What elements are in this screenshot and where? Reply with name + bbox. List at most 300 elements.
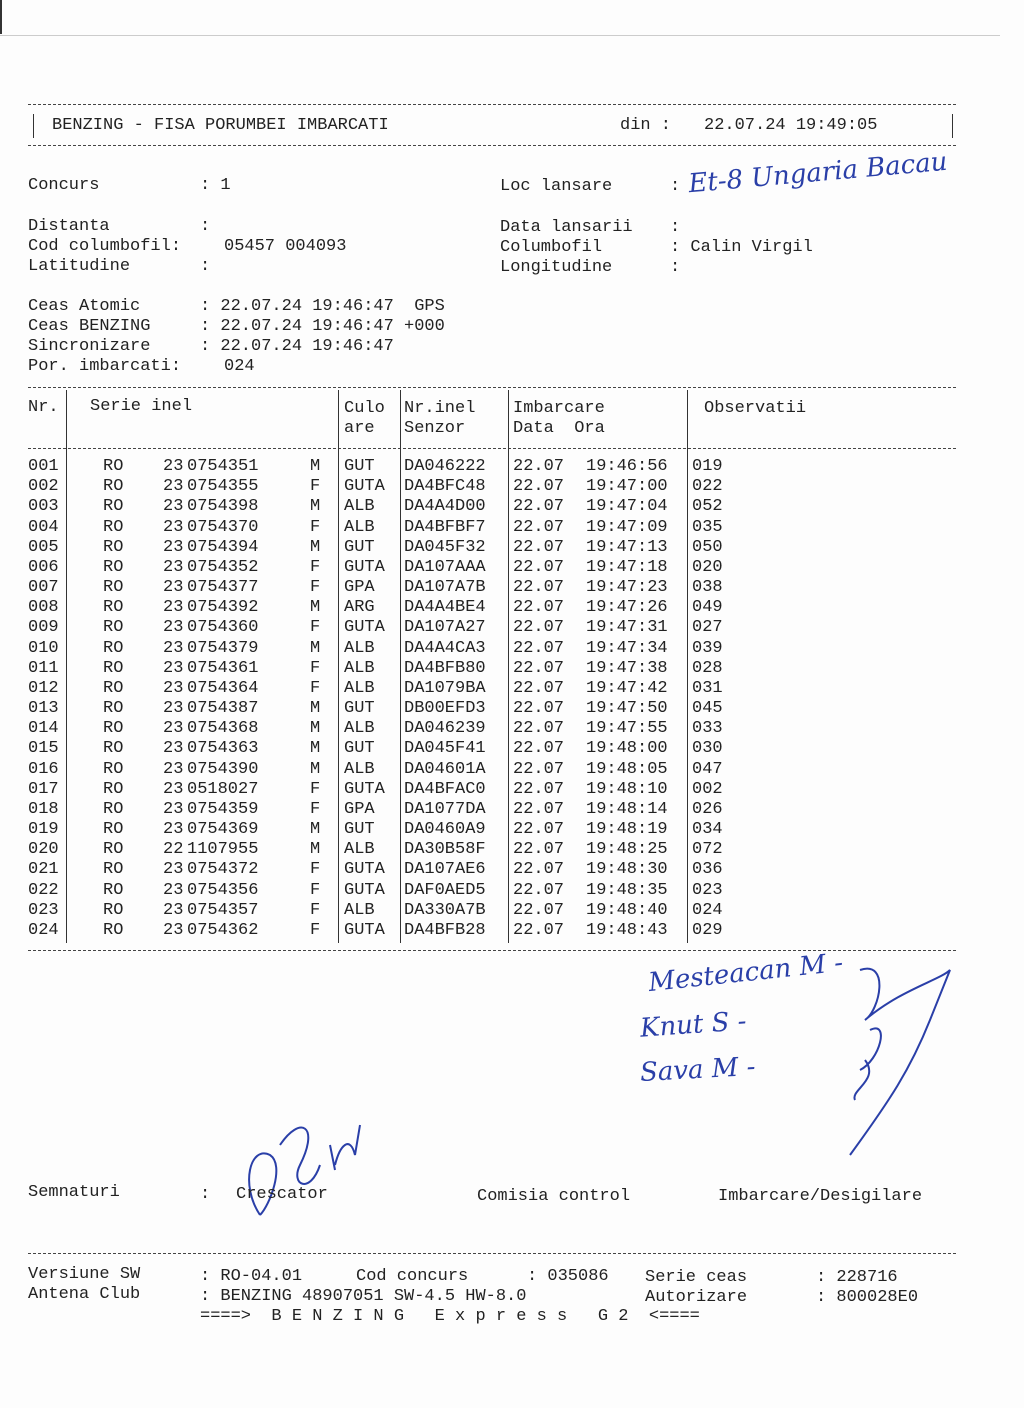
cell-time: 19:46:56 [586,457,668,476]
table-row [0,921,1000,941]
col-header-nr-inel: Nr.inel [404,399,476,418]
cell-sensor: DA107A27 [404,618,486,638]
cell-color: GUT [344,820,375,840]
cell-color: ALB [344,497,375,517]
din-value: 22.07.24 19:49:05 [704,116,878,135]
cell-sensor: DA046222 [404,457,486,476]
cell-country: RO [103,497,124,517]
cell-sex: M [310,457,321,476]
col-header-observatii: Observatii [704,399,807,418]
cell-color: GUTA [344,860,385,880]
cell-color: GUTA [344,779,385,799]
cell-sensor: DA046239 [404,719,486,739]
cell-date: 22.07 [513,477,565,497]
cell-color: ALB [344,638,375,658]
versiune-sw-label: Versiune SW [28,1265,141,1284]
cell-sex: M [310,497,321,517]
cell-sex: M [310,840,321,860]
cod-columbofil-value: 05457 004093 [224,237,347,256]
cell-date: 22.07 [513,537,565,557]
handwritten-note: Mesteacan M - [646,947,845,999]
cell-sensor: DA4BFC48 [404,477,486,497]
cell-nr: 019 [28,820,59,840]
cell-date: 22.07 [513,860,565,880]
columbofil-label: Columbofil [500,238,603,257]
col-header-culoare: Culo [344,399,385,418]
latitudine-value: : [200,257,211,276]
cell-ring: 1107955 [187,840,259,860]
cell-year: 23 [163,598,184,618]
cell-ring: 0754392 [187,598,259,618]
latitudine-label: Latitudine [28,257,131,276]
cell-year: 23 [163,457,184,476]
cell-sensor: DA107AE6 [404,860,486,880]
table-row [0,820,1000,840]
cell-time: 19:47:00 [586,477,668,497]
cell-nr: 022 [28,880,59,900]
table-header-rule [28,448,956,449]
serie-ceas-value: : 228716 [816,1268,898,1287]
cell-country: RO [103,920,124,940]
longitudine-value: : [670,258,681,277]
cell-country: RO [103,457,124,476]
col-header-senzor: Senzor [404,419,466,438]
crescator-signature [230,1105,370,1225]
cell-sex: M [310,820,321,840]
antena-club-value: : BENZING 48907051 SW-4.5 HW-8.0 [200,1287,527,1306]
cell-nr: 020 [28,840,59,860]
cell-obs: 030 [692,739,723,759]
cod-concurs-value: : 035086 [527,1267,609,1286]
cell-obs: 052 [692,497,723,517]
cell-country: RO [103,799,124,819]
table-row [0,719,1000,739]
cell-sex: F [310,799,321,819]
cell-ring: 0754359 [187,799,259,819]
cell-sex: M [310,719,321,739]
cell-country: RO [103,517,124,537]
cell-obs: 047 [692,759,723,779]
cell-country: RO [103,880,124,900]
cell-sex: F [310,578,321,598]
cell-country: RO [103,618,124,638]
cell-obs: 050 [692,537,723,557]
cell-country: RO [103,557,124,577]
handwritten-note: Sava M - [639,1051,757,1089]
loc-lansare-label: Loc lansare [500,177,613,196]
cell-ring: 0754377 [187,578,259,598]
cell-country: RO [103,739,124,759]
longitudine-label: Longitudine [500,258,613,277]
cell-time: 19:48:14 [586,799,668,819]
cell-year: 23 [163,678,184,698]
cell-ring: 0754369 [187,820,259,840]
distanta-label: Distanta [28,217,110,236]
cell-country: RO [103,638,124,658]
cell-year: 23 [163,739,184,759]
cell-ring: 0754362 [187,920,259,940]
table-row [0,739,1000,759]
cell-sex: F [310,880,321,900]
cell-date: 22.07 [513,638,565,658]
table-row [0,659,1000,679]
header-right-border [952,114,953,138]
cell-year: 23 [163,920,184,940]
table-row [0,598,1000,618]
cell-date: 22.07 [513,900,565,920]
cell-sensor: DA045F41 [404,739,486,759]
cell-obs: 036 [692,860,723,880]
cell-year: 23 [163,537,184,557]
cell-date: 22.07 [513,658,565,678]
cell-obs: 039 [692,638,723,658]
table-row [0,800,1000,820]
cell-country: RO [103,779,124,799]
cell-sensor: DA330A7B [404,900,486,920]
cell-date: 22.07 [513,618,565,638]
cell-sex: F [310,779,321,799]
cell-country: RO [103,678,124,698]
cell-ring: 0754368 [187,719,259,739]
cell-sensor: DA1077DA [404,799,486,819]
cell-date: 22.07 [513,799,565,819]
cell-sex: M [310,739,321,759]
cell-color: GPA [344,578,375,598]
cell-time: 19:47:13 [586,537,668,557]
cell-country: RO [103,598,124,618]
cell-year: 23 [163,497,184,517]
cell-sex: F [310,517,321,537]
table-row [0,457,1000,477]
cell-year: 23 [163,658,184,678]
cell-country: RO [103,578,124,598]
cell-date: 22.07 [513,920,565,940]
cell-obs: 045 [692,699,723,719]
handwritten-note: Knut S - [639,1006,748,1044]
cell-time: 19:48:43 [586,920,668,940]
cell-year: 22 [163,840,184,860]
cell-date: 22.07 [513,678,565,698]
cell-obs: 022 [692,477,723,497]
table-row [0,477,1000,497]
cell-time: 19:48:10 [586,779,668,799]
cell-date: 22.07 [513,759,565,779]
cell-color: GUTA [344,477,385,497]
scan-edge-line [0,35,1000,36]
cell-year: 23 [163,638,184,658]
table-row [0,860,1000,880]
table-row [0,639,1000,659]
cell-sensor: DA045F32 [404,537,486,557]
cell-date: 22.07 [513,840,565,860]
cell-country: RO [103,477,124,497]
table-row [0,618,1000,638]
cell-time: 19:48:30 [586,860,668,880]
cell-sex: F [310,557,321,577]
col-header-imbarcare: Imbarcare [513,399,605,418]
cell-nr: 015 [28,739,59,759]
cell-sex: M [310,699,321,719]
cell-time: 19:47:50 [586,699,668,719]
columbofil-value: : Calin Virgil [670,238,813,257]
cell-ring: 0754364 [187,678,259,698]
cell-color: GUTA [344,618,385,638]
cell-year: 23 [163,517,184,537]
cell-date: 22.07 [513,739,565,759]
header-left-border [33,114,34,138]
cell-country: RO [103,699,124,719]
cell-sensor: DA4BFBF7 [404,517,486,537]
cell-time: 19:47:23 [586,578,668,598]
table-row [0,760,1000,780]
table-row [0,780,1000,800]
cell-year: 23 [163,477,184,497]
cell-obs: 019 [692,457,723,476]
cell-time: 19:47:18 [586,557,668,577]
table-row [0,881,1000,901]
versiune-sw-value: : RO-04.01 [200,1267,303,1286]
cell-obs: 029 [692,920,723,940]
cell-ring: 0754387 [187,699,259,719]
cod-concurs-label: Cod concurs [356,1267,469,1286]
cell-year: 23 [163,578,184,598]
cell-nr: 009 [28,618,59,638]
cell-sensor: DA107AAA [404,557,486,577]
cell-nr: 007 [28,578,59,598]
table-row [0,497,1000,517]
cell-country: RO [103,860,124,880]
ceas-benzing-label: Ceas BENZING [28,317,151,336]
cell-color: ARG [344,598,375,618]
serie-ceas-label: Serie ceas [645,1268,748,1287]
concurs-label: Concurs [28,176,100,195]
cell-ring: 0754355 [187,477,259,497]
cell-ring: 0754394 [187,537,259,557]
cell-sex: M [310,638,321,658]
cell-time: 19:47:26 [586,598,668,618]
cell-obs: 002 [692,779,723,799]
table-top-rule [28,387,956,388]
loc-lansare-handwritten: Et-8 Ungaria Bacau [687,146,949,200]
cell-obs: 020 [692,557,723,577]
ceas-atomic-value: : 22.07.24 19:46:47 GPS [200,297,445,316]
cell-ring: 0754361 [187,658,259,678]
cell-sex: F [310,618,321,638]
cell-date: 22.07 [513,557,565,577]
cell-nr: 017 [28,779,59,799]
cell-color: ALB [344,759,375,779]
ceas-atomic-label: Ceas Atomic [28,297,141,316]
table-row [0,578,1000,598]
cell-sex: M [310,537,321,557]
table-row [0,558,1000,578]
cell-date: 22.07 [513,719,565,739]
cell-sex: F [310,860,321,880]
cell-year: 23 [163,759,184,779]
cell-country: RO [103,820,124,840]
cell-nr: 001 [28,457,59,476]
antena-club-label: Antena Club [28,1285,141,1304]
cell-nr: 021 [28,860,59,880]
cell-nr: 024 [28,920,59,940]
cell-date: 22.07 [513,457,565,476]
cell-color: GUTA [344,920,385,940]
cell-nr: 016 [28,759,59,779]
cell-obs: 028 [692,658,723,678]
cell-ring: 0754372 [187,860,259,880]
document-title: BENZING - FISA PORUMBEI IMBARCATI [52,116,389,135]
cell-color: GUT [344,739,375,759]
cell-sensor: DA30B58F [404,840,486,860]
cell-ring: 0754356 [187,880,259,900]
cell-sensor: DA04601A [404,759,486,779]
cell-obs: 038 [692,578,723,598]
cell-nr: 004 [28,517,59,537]
cell-date: 22.07 [513,598,565,618]
cell-color: ALB [344,719,375,739]
cell-time: 19:47:55 [586,719,668,739]
cell-ring: 0754351 [187,457,259,476]
cell-obs: 027 [692,618,723,638]
cell-sex: F [310,678,321,698]
cell-date: 22.07 [513,699,565,719]
cell-ring: 0754363 [187,739,259,759]
col-header-culoare-2: are [344,419,375,438]
cell-sex: F [310,658,321,678]
cell-sensor: DA4BFAC0 [404,779,486,799]
cell-nr: 010 [28,638,59,658]
cell-year: 23 [163,860,184,880]
cell-nr: 023 [28,900,59,920]
cell-year: 23 [163,779,184,799]
cell-nr: 013 [28,699,59,719]
cell-date: 22.07 [513,880,565,900]
semnaturi-label: Semnaturi [28,1183,120,1202]
sincronizare-value: : 22.07.24 19:46:47 [200,337,394,356]
cell-date: 22.07 [513,578,565,598]
cod-columbofil-label: Cod columbofil: [28,237,182,256]
cell-nr: 002 [28,477,59,497]
cell-date: 22.07 [513,517,565,537]
cell-sex: F [310,900,321,920]
distanta-value: : [200,217,211,236]
cell-sensor: DB00EFD3 [404,699,486,719]
cell-time: 19:47:04 [586,497,668,517]
cell-ring: 0754398 [187,497,259,517]
autorizare-label: Autorizare [645,1288,748,1307]
cell-obs: 023 [692,880,723,900]
autorizare-value: : 800028E0 [816,1288,919,1307]
table-row [0,699,1000,719]
cell-year: 23 [163,880,184,900]
cell-color: ALB [344,658,375,678]
cell-year: 23 [163,719,184,739]
table-row [0,518,1000,538]
cell-time: 19:47:31 [586,618,668,638]
cell-country: RO [103,900,124,920]
cell-obs: 072 [692,840,723,860]
data-lansarii-value: : [670,218,681,237]
cell-color: GUT [344,537,375,557]
cell-ring: 0754390 [187,759,259,779]
cell-nr: 014 [28,719,59,739]
cell-nr: 018 [28,799,59,819]
cell-year: 23 [163,799,184,819]
cell-country: RO [103,537,124,557]
cell-time: 19:48:00 [586,739,668,759]
table-row [0,679,1000,699]
cell-country: RO [103,719,124,739]
cell-obs: 031 [692,678,723,698]
header-top-rule [28,104,956,105]
cell-nr: 012 [28,678,59,698]
sincronizare-label: Sincronizare [28,337,151,356]
cell-time: 19:48:25 [586,840,668,860]
cell-color: GPA [344,799,375,819]
din-label: din : [620,116,672,135]
comisia-control-label: Comisia control [477,1187,631,1206]
commission-signature [820,950,970,1160]
cell-color: GUT [344,457,375,476]
cell-sensor: DA4A4CA3 [404,638,486,658]
cell-time: 19:48:19 [586,820,668,840]
table-row [0,840,1000,860]
cell-year: 23 [163,557,184,577]
cell-sensor: DAF0AED5 [404,880,486,900]
cell-time: 19:48:35 [586,880,668,900]
cell-ring: 0754352 [187,557,259,577]
semnaturi-sep: : [200,1185,211,1204]
table-row [0,538,1000,558]
cell-obs: 033 [692,719,723,739]
cell-date: 22.07 [513,497,565,517]
cell-ring: 0754357 [187,900,259,920]
data-lansarii-label: Data lansarii [500,218,633,237]
loc-lansare-sep: : [670,177,681,196]
col-header-nr: Nr. [28,398,59,417]
cell-nr: 005 [28,537,59,557]
cell-ring: 0754360 [187,618,259,638]
imbarcare-desigilare-label: Imbarcare/Desigilare [718,1187,923,1206]
cell-nr: 003 [28,497,59,517]
cell-time: 19:47:42 [586,678,668,698]
cell-ring: 0754379 [187,638,259,658]
cell-obs: 035 [692,517,723,537]
cell-sensor: DA4A4BE4 [404,598,486,618]
cell-obs: 034 [692,820,723,840]
cell-nr: 006 [28,557,59,577]
cell-sex: M [310,759,321,779]
cell-sensor: DA107A7B [404,578,486,598]
por-imbarcati-value: 024 [224,357,255,376]
cell-date: 22.07 [513,779,565,799]
cell-year: 23 [163,900,184,920]
col-header-data-ora: Data Ora [513,419,605,438]
cell-date: 22.07 [513,820,565,840]
benzing-banner: ====> B E N Z I N G E x p r e s s G 2 <==== [200,1307,700,1326]
ceas-benzing-value: : 22.07.24 19:46:47 +000 [200,317,445,336]
cell-time: 19:48:40 [586,900,668,920]
cell-color: ALB [344,678,375,698]
cell-obs: 024 [692,900,723,920]
cell-sex: M [310,598,321,618]
cell-sensor: DA4BFB80 [404,658,486,678]
cell-sensor: DA0460A9 [404,820,486,840]
por-imbarcati-label: Por. imbarcati: [28,357,182,376]
concurs-value: : 1 [200,176,231,195]
cell-year: 23 [163,618,184,638]
table-row [0,901,1000,921]
